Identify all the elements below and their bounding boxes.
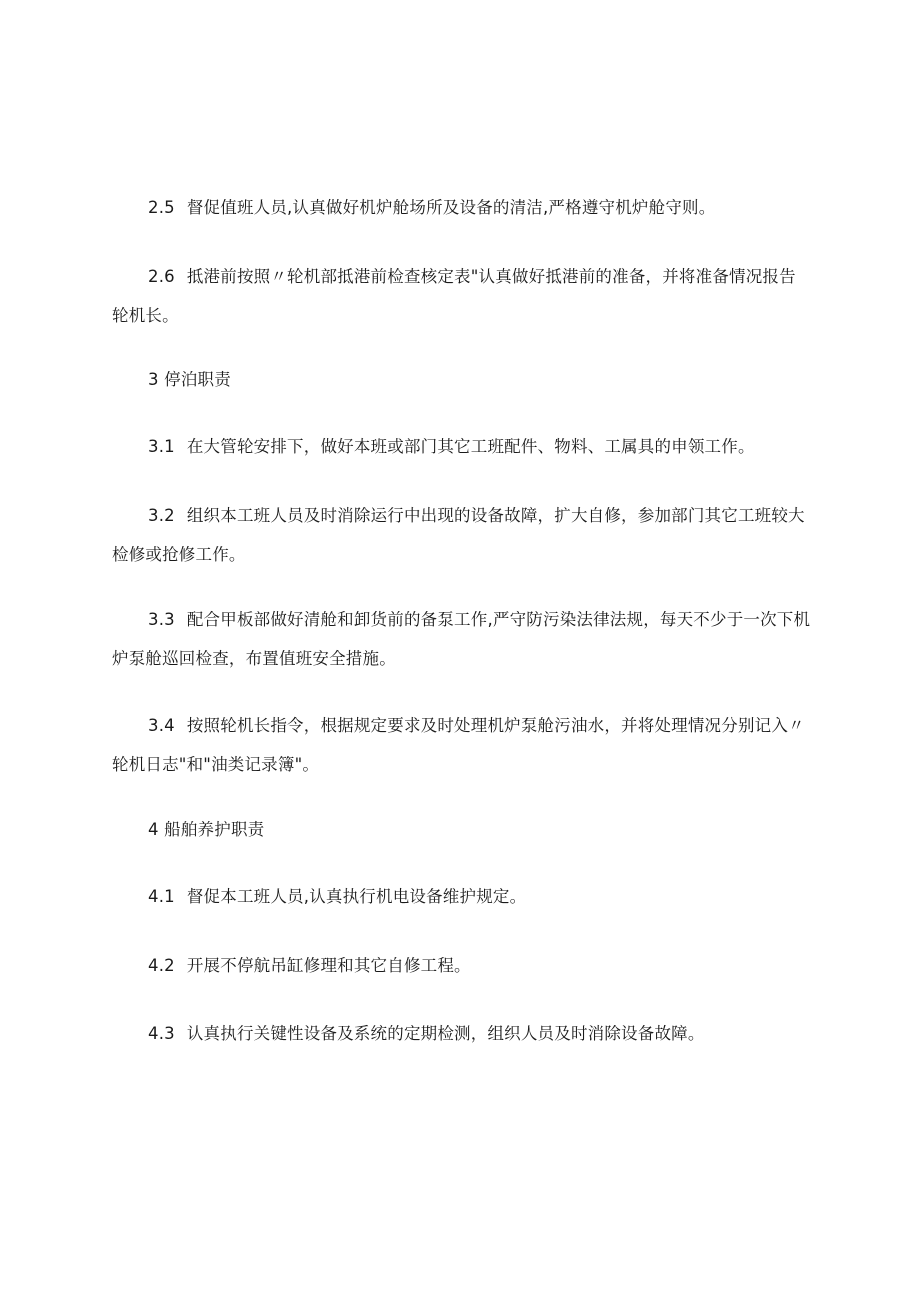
paragraph-text: 按照轮机长指令，根据规定要求及时处理机炉泵舱污油水，并将处理情况分别记入〃轮机日志"和"油类记录簿"。 bbox=[112, 716, 805, 774]
paragraph-text: 在大管轮安排下，做好本班或部门其它工班配件、物料、工属具的申领工作。 bbox=[186, 437, 755, 456]
paragraph-text: 督促值班人员,认真做好机炉舱场所及设备的清洁,严格遵守机炉舱守则。 bbox=[186, 198, 716, 217]
heading-3 bbox=[112, 360, 812, 399]
heading-4 bbox=[112, 810, 812, 849]
paragraph-text: 组织本工班人员及时消除运行中出现的设备故障，扩大自修，参加部门其它工班较大检修或抢修工作。 bbox=[112, 506, 805, 564]
paragraph-text: 督促本工班人员,认真执行机电设备维护规定。 bbox=[186, 887, 527, 906]
section-number: 3.1 bbox=[148, 437, 175, 456]
paragraph-2-6 bbox=[112, 257, 812, 335]
section-number: 3.2 bbox=[148, 506, 175, 525]
paragraph-text: 配合甲板部做好清舱和卸货前的备泵工作,严守防污染法律法规，每天不少于一次下机炉泵舱巡回检查，布置值班安全措施。 bbox=[112, 610, 811, 668]
paragraph-text: 抵港前按照〃轮机部抵港前检查核定表"认真做好抵港前的准备，并将准备情况报告轮机长。 bbox=[112, 267, 796, 325]
section-number: 4.2 bbox=[148, 956, 175, 975]
section-heading: 4 船舶养护职责 bbox=[148, 820, 265, 839]
section-number: 3.4 bbox=[148, 716, 175, 735]
paragraph-4-3 bbox=[112, 1014, 812, 1053]
paragraph-text: 认真执行关键性设备及系统的定期检测，组织人员及时消除设备故障。 bbox=[186, 1024, 705, 1043]
paragraph-3-1 bbox=[112, 427, 812, 466]
section-number: 4.3 bbox=[148, 1024, 175, 1043]
paragraph-3-2 bbox=[112, 496, 812, 574]
paragraph-2-5 bbox=[112, 188, 812, 227]
paragraph-3-3 bbox=[112, 600, 812, 678]
section-number: 4.1 bbox=[148, 887, 175, 906]
paragraph-4-1 bbox=[112, 877, 812, 916]
paragraph-3-4 bbox=[112, 706, 812, 784]
section-number: 3.3 bbox=[148, 610, 175, 629]
section-number: 2.5 bbox=[148, 198, 175, 217]
paragraph-text: 开展不停航吊缸修理和其它自修工程。 bbox=[186, 956, 471, 975]
section-number: 2.6 bbox=[148, 267, 175, 286]
section-heading: 3 停泊职责 bbox=[148, 370, 231, 389]
paragraph-4-2 bbox=[112, 946, 812, 985]
